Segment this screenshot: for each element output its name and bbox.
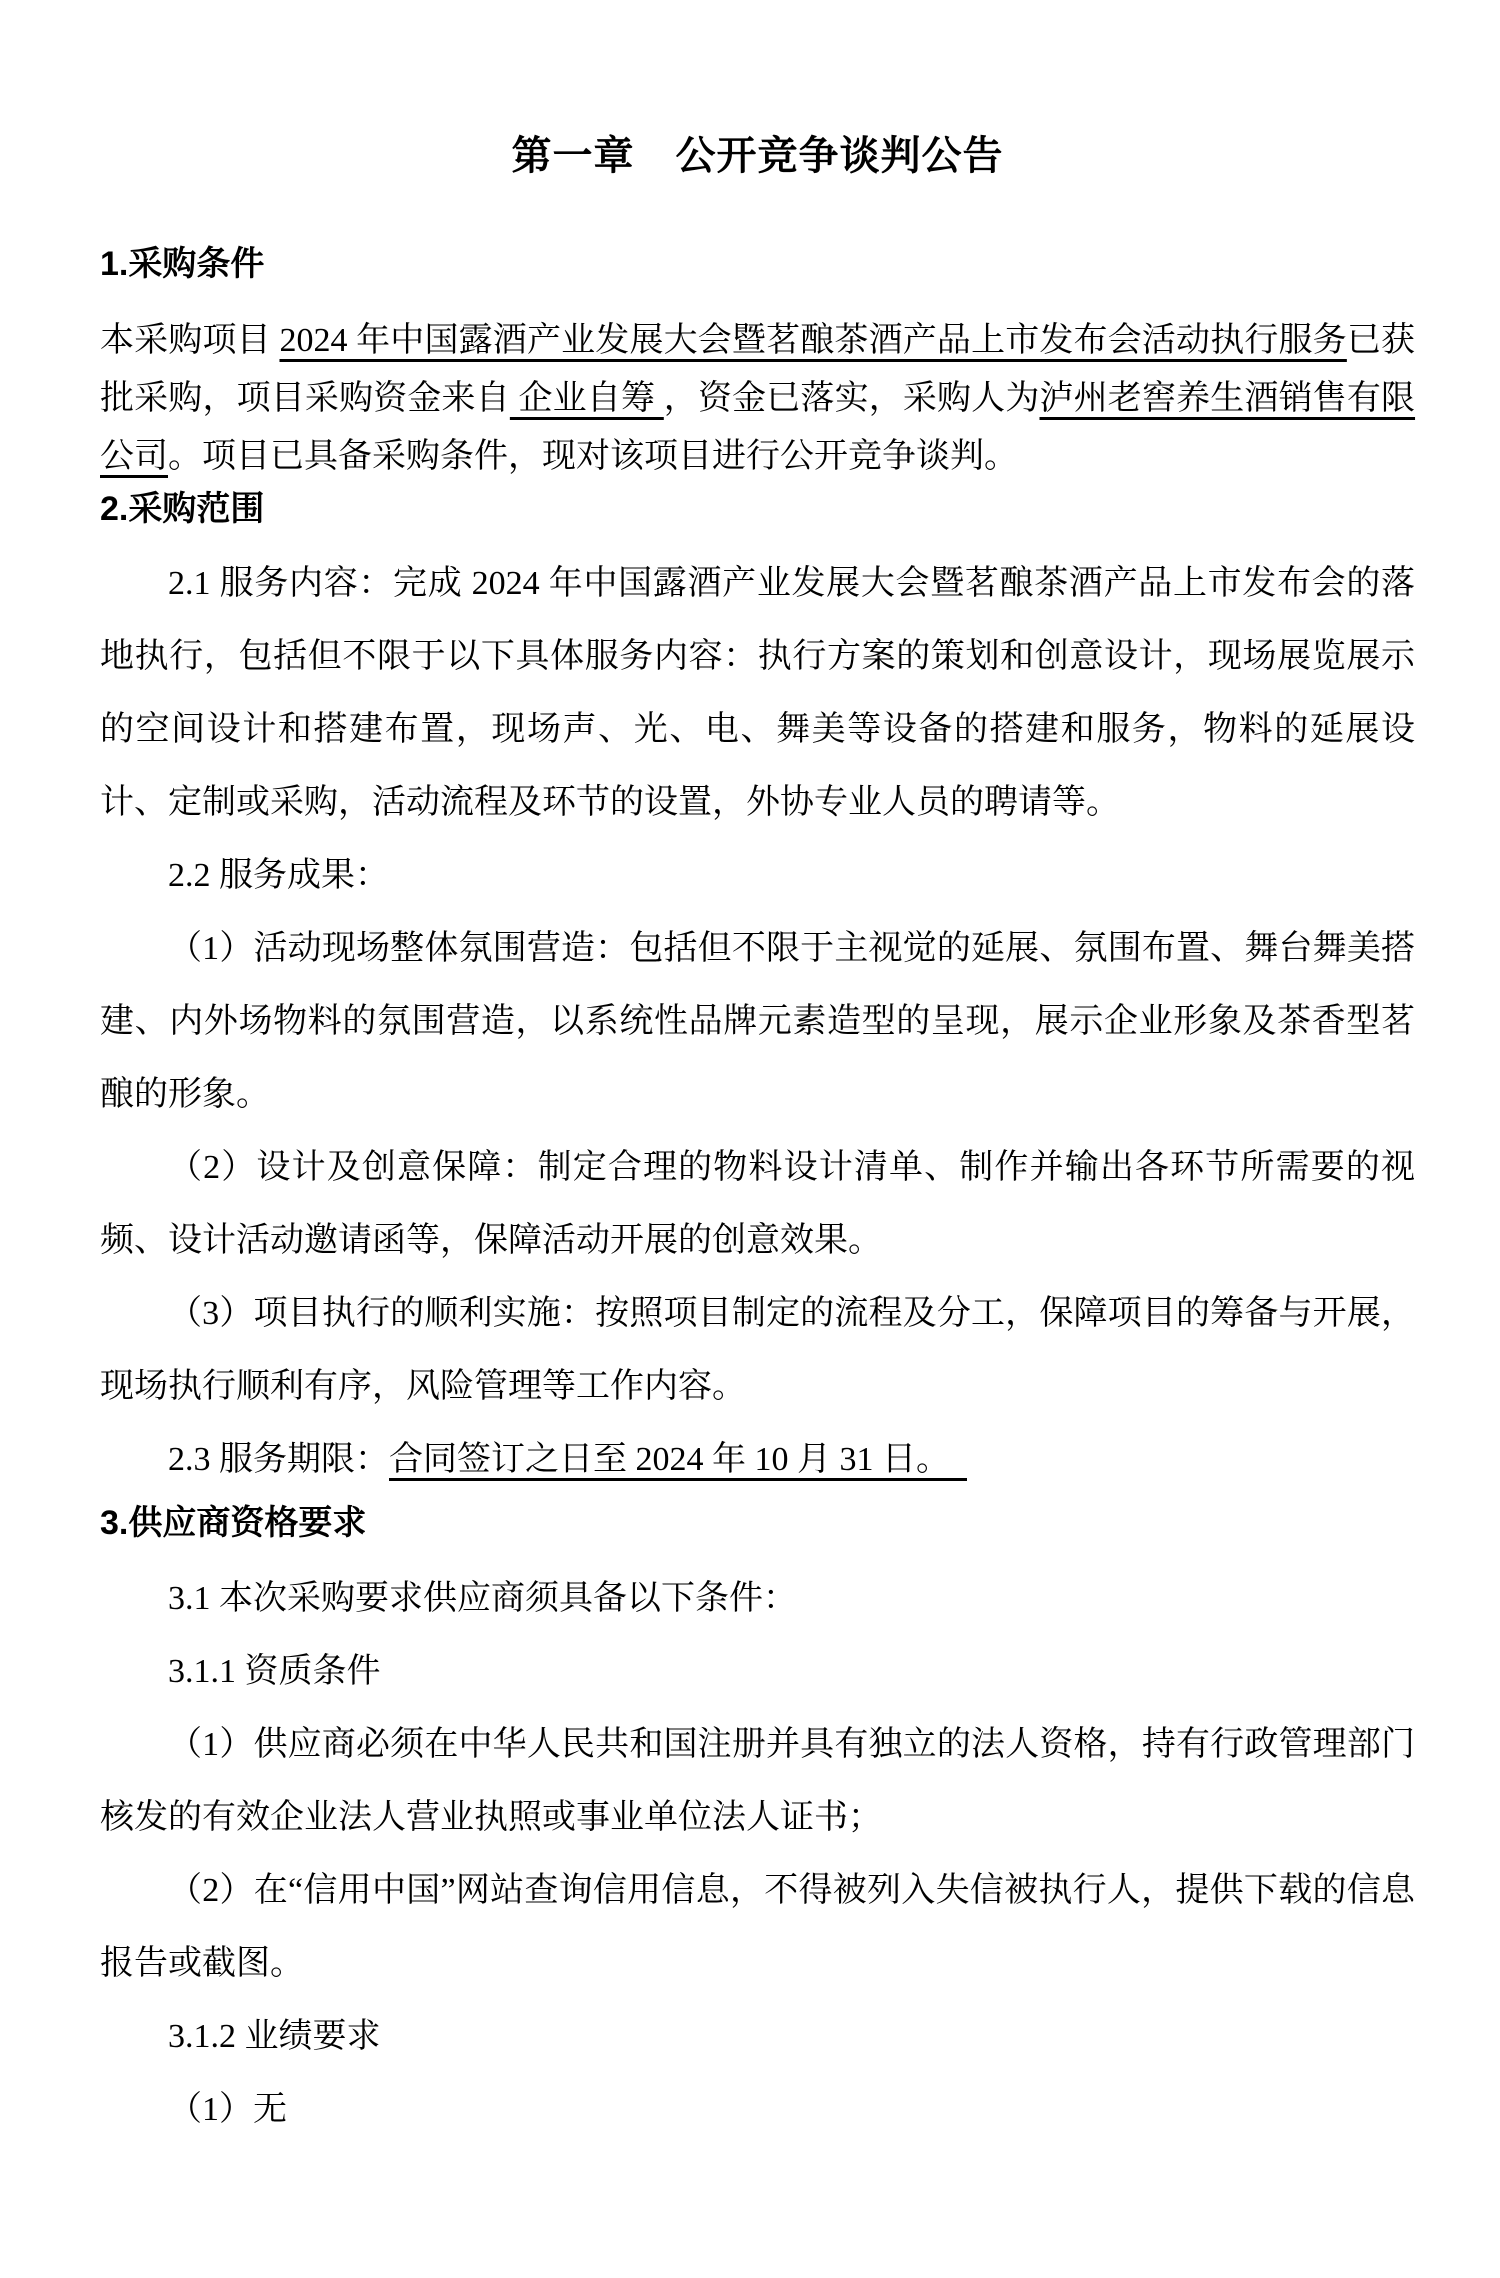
text-run-underlined-funding-source: 企业自筹 — [509, 380, 664, 417]
text-run: 已获批采购，项目采购资金来自 — [100, 322, 1416, 417]
paragraph-3-1-2-performance — [100, 2000, 1415, 2073]
text-run: 3.1 本次采购要求供应商须具备以下条件： — [168, 1580, 797, 1617]
paragraph-2-3-service-period — [100, 1423, 1415, 1496]
text-run: （2）设计及创意保障：制定合理的物料设计清单、制作并输出各环节所需要的视频、设计活动邀请函等，保障活动开展的创意效果。 — [100, 1149, 1415, 1259]
paragraph-qualification-2-credit-china — [100, 1854, 1415, 2000]
text-run: ，资金已落实，采购人为 — [663, 380, 1040, 417]
paragraph-2-1-service-content — [100, 547, 1415, 839]
text-run-underlined-project-name: 2024 年中国露酒产业发展大会暨茗酿茶酒产品上市发布会活动执行服务 — [279, 322, 1347, 359]
text-run: （3）项目执行的顺利实施：按照项目制定的流程及分工，保障项目的筹备与开展，现场执行顺利有序，风险管理等工作内容。 — [100, 1295, 1415, 1405]
text-run-underlined-service-period: 合同签订之日至 2024 年 10 月 31 日。 — [389, 1441, 967, 1478]
text-run: 2.2 服务成果： — [168, 857, 389, 894]
paragraph-result-2-design-creative — [100, 1131, 1415, 1277]
paragraph-qualification-1-legal-person — [100, 1708, 1415, 1854]
document-body — [100, 0, 1415, 2146]
text-run: （1）活动现场整体氛围营造：包括但不限于主视觉的延展、氛围布置、舞台舞美搭建、内外场物料的氛围营造，以系统性品牌元素造型的呈现，展示企业形象及茶香型茗酿的形象。 — [100, 930, 1415, 1113]
paragraph-performance-1-none — [100, 2073, 1415, 2146]
text-run: 3.1.1 资质条件 — [168, 1653, 381, 1690]
paragraph-3-1-requirements — [100, 1562, 1415, 1635]
paragraph-result-1-atmosphere — [100, 912, 1415, 1131]
text-run: 3.1.2 业绩要求 — [168, 2018, 381, 2055]
text-run: 。项目已具备采购条件，现对该项目进行公开竞争谈判。 — [168, 438, 1018, 475]
heading-supplier-qualification: 3.供应商资格要求 — [100, 1504, 367, 1542]
paragraph-2-2-service-results — [100, 839, 1415, 912]
text-run: 2.3 服务期限： — [168, 1441, 389, 1478]
text-run: （1）无 — [168, 2091, 287, 2128]
paragraph-result-3-execution — [100, 1277, 1415, 1423]
text-run: 2.1 服务内容：完成 2024 年中国露酒产业发展大会暨茗酿茶酒产品上市发布会的落地执行，包括但不限于以下具体服务内容：执行方案的策划和创意设计，现场展览展示的空间设计和搭建布置，现场声、光、电、舞美等设备的搭建和服务，物料的延展设计、定制或采购，活动流程及环节的设置，外协专业人员的聘请等。 — [100, 565, 1415, 821]
paragraph-procurement-conditions — [100, 312, 1415, 486]
text-run: （1）供应商必须在中华人民共和国注册并具有独立的法人资格，持有行政管理部门核发的有效企业法人营业执照或事业单位法人证书； — [100, 1726, 1415, 1836]
text-run-underlined-purchaser-name: 泸州老窖养生酒销售有限公司 — [100, 380, 1416, 475]
paragraph-3-1-1-qualification — [100, 1635, 1415, 1708]
heading-procurement-conditions: 1.采购条件 — [100, 245, 265, 283]
text-run: （2）在“信用中国”网站查询信用信息，不得被列入失信被执行人，提供下载的信息报告或截图。 — [100, 1872, 1415, 1982]
chapter-title: 第一章 公开竞争谈判公告 — [511, 134, 1004, 178]
text-run: 本采购项目 — [100, 322, 280, 359]
heading-procurement-scope: 2.采购范围 — [100, 490, 265, 528]
